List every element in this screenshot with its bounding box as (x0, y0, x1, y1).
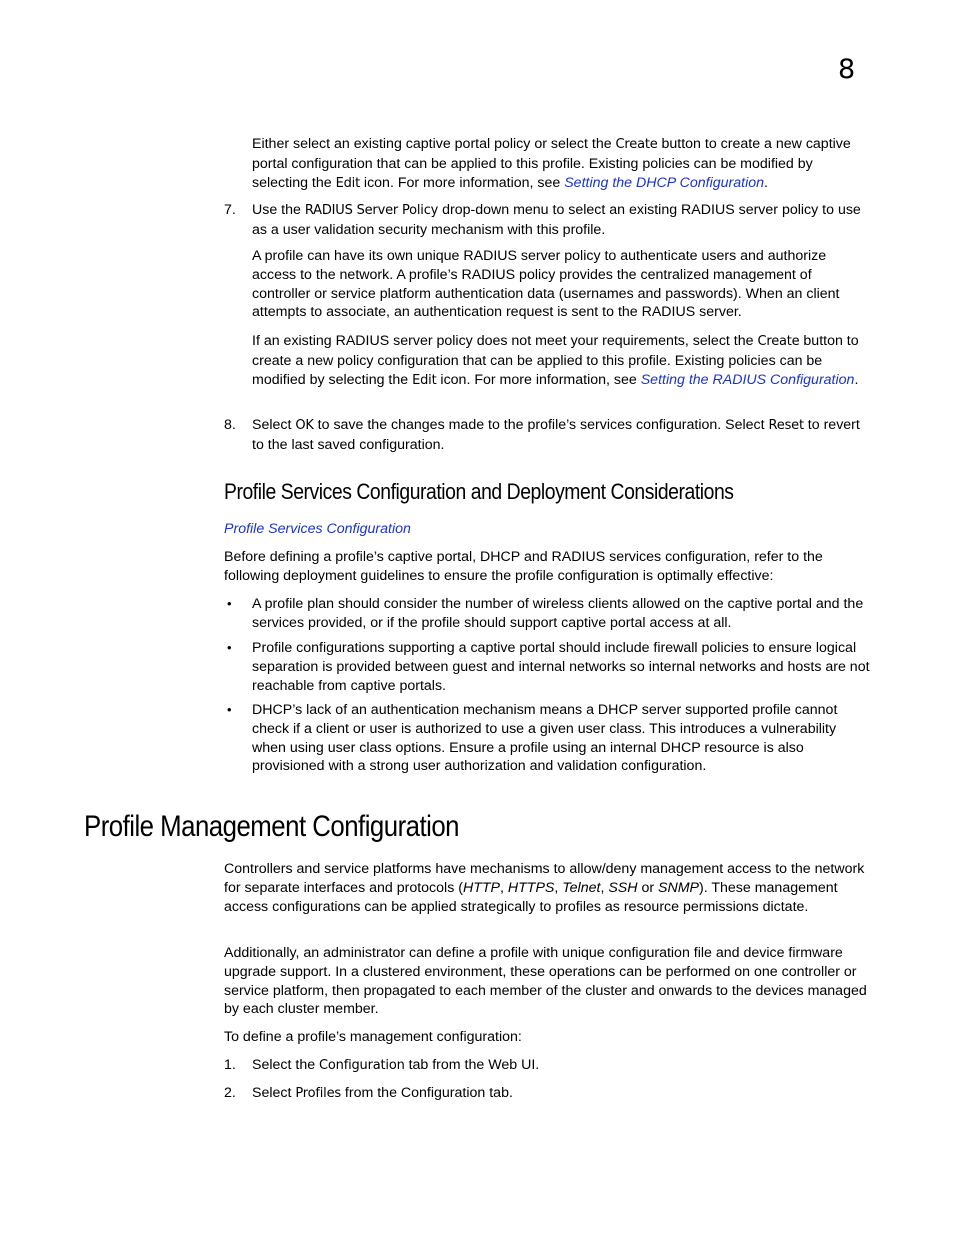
management-access-paragraph: Controllers and service platforms have mechanisms to allow/deny management access to the network for separate interfaces and protocols (HTTP, HTTPS, Telnet, SSH or SNMP). These management access configurations can be applied strategically to profiles as resource permissions dictate. (224, 861, 865, 915)
step-7-number: 7. (224, 202, 236, 218)
bullet-icon: • (227, 640, 232, 655)
chapter-number: 8 (838, 54, 856, 85)
step-7-text: Use the RADIUS Server Policy drop-down menu to select an existing RADIUS server policy to use as a user validation security mechanism with this profile. (252, 202, 861, 238)
step-2-number: 2. (224, 1085, 236, 1101)
profile-services-configuration-link (224, 520, 872, 539)
bullet-icon: • (227, 702, 232, 717)
step-1-number: 1. (224, 1057, 236, 1073)
radius-policy-paragraph: A profile can have its own unique RADIUS server policy to authenticate users and authorize access to the network. A profile’s RADIUS policy provides the centralized management of controller or service platform authentication data (usernames and passwords). When an client attempts to associate, an authentication request is sent to the RADIUS server. (252, 248, 840, 321)
define-management-intro: To define a profile’s management configuration: (224, 1029, 522, 1045)
profile-services-link[interactable]: Profile Services Configuration (224, 521, 411, 537)
create-ui-label: Create (757, 334, 800, 349)
configuration-ui-label: Configuration (319, 1058, 405, 1073)
bullet-icon: • (227, 596, 232, 611)
radius-configuration-link[interactable]: Setting the RADIUS Configuration (640, 371, 855, 388)
bullet-item: DHCP’s lack of an authentication mechanism means a DHCP server supported profile cannot check if a client or user is authorized to use a given user class. This introduces a vulnerability when using user class options. Ensure a profile using an internal DHCP resource is also provisioned with a strong user authorization and validation configuration. (252, 702, 838, 775)
section-heading-deployment: Profile Services Configuration and Deployment Considerations (224, 479, 734, 504)
edit-ui-label: Edit (412, 372, 437, 388)
bullet-item: A profile plan should consider the number of wireless clients allowed on the captive portal and the services provided, or if the profile should support captive portal access at all. (252, 596, 864, 631)
captive-portal-paragraph: Either select an existing captive portal policy or select the Create button to create a new captive portal configuration that can be applied to this profile. Existing policies can be modified by selecting the Edit icon. For more information, see Setting the DHCP Configuration. (252, 136, 851, 191)
step-1-text: Select the Configuration tab from the Web UI. (252, 1057, 540, 1073)
edit-ui-label: Edit (335, 175, 360, 191)
reset-ui-label: Reset (768, 418, 804, 433)
radius-create-paragraph: If an existing RADIUS server policy does not meet your requirements, select the Create button to create a new policy configuration that can be applied to this profile. Existing policies can be modified by selecting the Edit icon. For more information, see Setting the RADIUS Configuration. (252, 333, 859, 388)
page-heading-profile-management: Profile Management Configuration (84, 810, 460, 843)
bullet-item: Profile configurations supporting a captive portal should include firewall policies to ensure logical separation is provided between guest and internal networks so internal networks and hosts are not reachable from captive portals. (252, 640, 870, 694)
deployment-intro-paragraph: Before defining a profile’s captive portal, DHCP and RADIUS services configuration, refer to the following deployment guidelines to ensure the profile configuration is optimally effective: (224, 549, 823, 584)
create-ui-label: Create (615, 137, 658, 152)
ok-ui-label: OK (295, 418, 314, 433)
radius-server-policy-ui-label: RADIUS Server Policy (304, 203, 439, 218)
step-8-text: Select OK to save the changes made to the profile’s services configuration. Select Reset to revert to the last saved configuration. (252, 417, 860, 453)
profiles-ui-label: Profiles (295, 1086, 341, 1101)
dhcp-configuration-link[interactable]: Setting the DHCP Configuration (564, 174, 765, 191)
step-8-number: 8. (224, 417, 236, 433)
step-2-text: Select Profiles from the Configuration tab. (252, 1085, 513, 1101)
firmware-upgrade-paragraph: Additionally, an administrator can define a profile with unique configuration file and device firmware upgrade support. In a clustered environment, these operations can be performed on one controller or service platform, then propagated to each member of the cluster and onwards to the devices managed by each cluster member. (224, 945, 867, 1018)
